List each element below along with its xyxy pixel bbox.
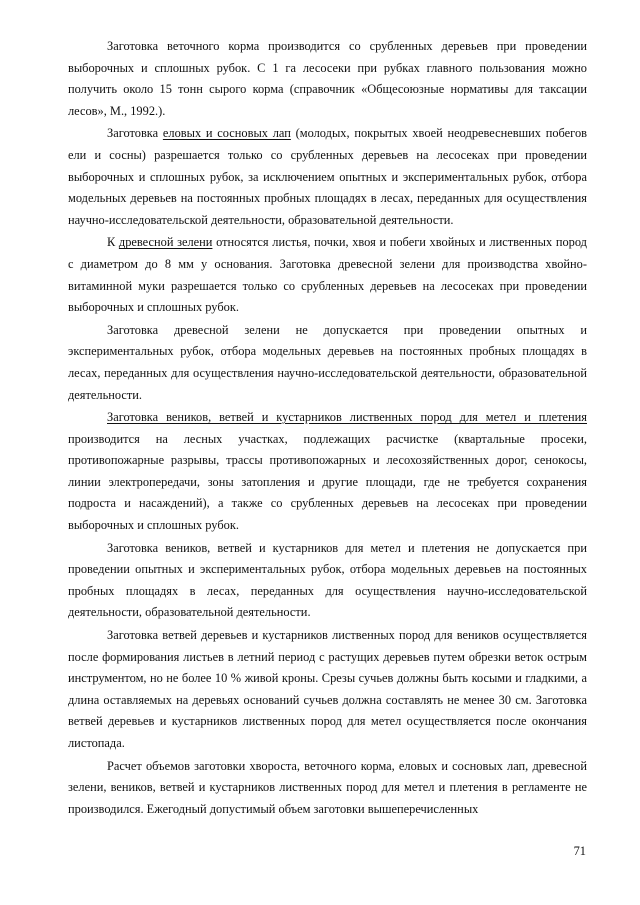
- page-number: 71: [573, 844, 586, 858]
- text-run: Заготовка: [107, 126, 163, 141]
- text-run: Заготовка веточного корма производится со срубленных деревьев при проведении выборочных и сплошных рубок. С 1 га лесосеки при рубках главного пользования можно получить около 15 тонн сырого корма (справочник «Общесоюзные нормативы для таксации лесов», М., 1992.).: [68, 39, 587, 118]
- paragraph-8: [68, 756, 587, 821]
- text-run: Заготовка веников, ветвей и кустарников для метел и плетения не допускается при проведении опытных и экспериментальных рубок, отбора модельных деревьев на постоянных пробных площадях в лесах, переданных для осуществления научно-исследовательской деятельности, образовательной деятельности.: [68, 540, 587, 620]
- paragraph-6: [68, 538, 587, 624]
- paragraph-7: [68, 625, 587, 755]
- text-run: Заготовка ветвей деревьев и кустарников лиственных пород для веников осуществляется после формирования листьев в летний период с растущих деревьев путем обрезки веток острым инструментом, но не более 10 % живой кроны. Срезы сучьев должны быть косыми и гладкими, а длина оставляемых на деревьях оснований сучьев должна составлять не менее 30 см. Заготовка ветвей деревьев и кустарников лиственных пород для метел осуществляется после окончания листопада.: [68, 628, 587, 750]
- paragraph-4: [68, 320, 587, 406]
- text-run: Заготовка древесной зелени не допускается при проведении опытных и экспериментальных рубок, отбора модельных деревьев на постоянных пробных площадях в лесах, переданных для осуществления научно-исследовательской деятельности, образовательной деятельности.: [68, 322, 587, 402]
- paragraph-2: [68, 123, 587, 231]
- underlined-term: Заготовка веников, ветвей и кустарников лиственных пород для метел и плетения: [107, 410, 587, 425]
- text-run: Расчет объемов заготовки хвороста, веточного корма, еловых и сосновых лап, древесной зелени, веников, ветвей и кустарников лиственных пород для метел и плетения в регламенте не производился. Ежегодный допустимый объем заготовки вышеперечисленных: [68, 758, 587, 816]
- underlined-term: древесной зелени: [118, 235, 213, 250]
- text-run: (молодых, покрытых хвоей неодревесневших побегов ели и сосны) разрешается только со срубленных деревьев на лесосеках при проведении выборочных и сплошных рубок, за исключением опытных и экспериментальных рубок, отбора модельных деревьев на постоянных пробных площадях в лесах, переданных для осуществления научно-исследовательской деятельности, образовательной деятельности.: [68, 126, 587, 227]
- body-text: [68, 36, 587, 820]
- paragraph-1: [68, 36, 587, 122]
- text-run: производится на лесных участках, подлежащих расчистке (квартальные просеки, противопожарные разрывы, трассы противопожарных и лесохозяйственных дорог, сенокосы, линии электропередачи, зоны затопления и другие площади, где не требуется сохранения подроста и насаждений), а также со срубленных деревьев на лесосеках при проведении выборочных и сплошных рубок.: [68, 431, 587, 533]
- underlined-term: еловых и сосновых лап: [162, 126, 291, 141]
- text-run: относятся листья, почки, хвоя и побеги хвойных и лиственных пород с диаметром до 8 мм у основания. Заготовка древесной зелени для производства хвойно-витаминной муки разрешается только со срубленных деревьев на лесосеках при проведении выборочных и сплошных рубок.: [68, 235, 587, 315]
- text-run: К: [107, 235, 119, 250]
- paragraph-5: [68, 407, 587, 537]
- paragraph-3: [68, 232, 587, 318]
